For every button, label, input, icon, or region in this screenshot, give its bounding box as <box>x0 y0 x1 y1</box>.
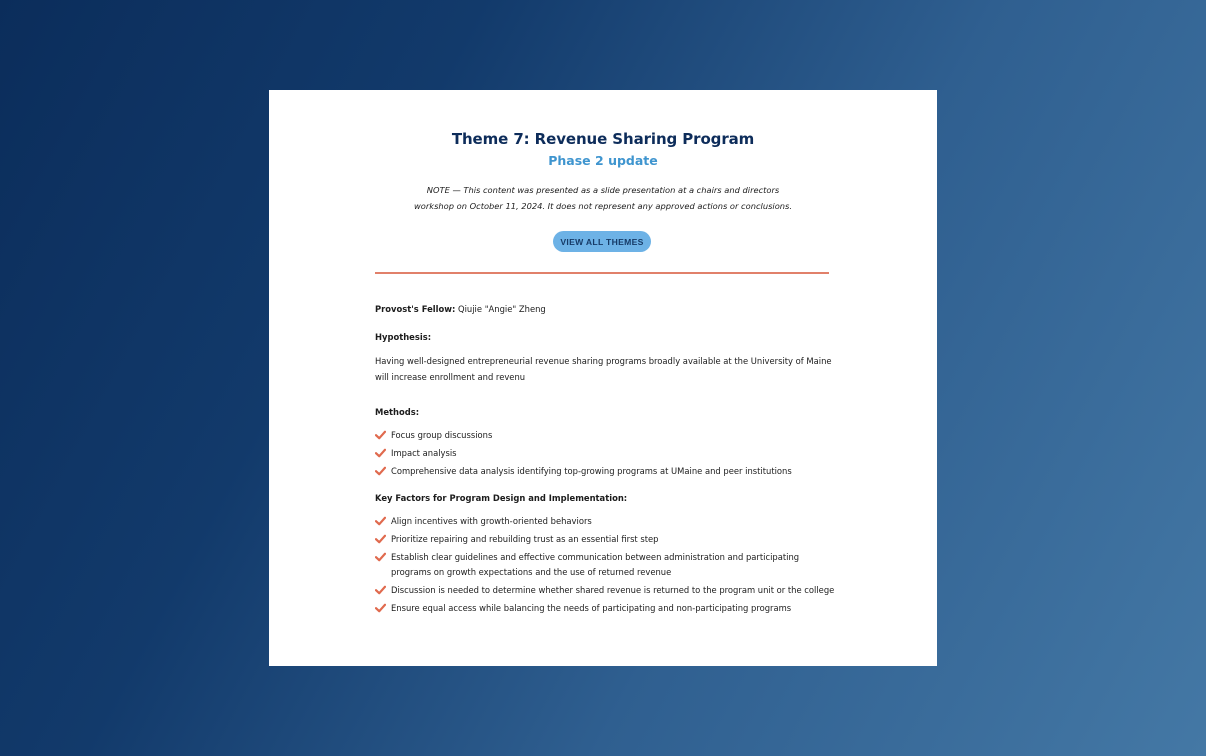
list-item <box>375 446 835 461</box>
list-item <box>375 583 835 598</box>
list-item <box>375 464 835 479</box>
content-card <box>269 90 937 666</box>
check-icon <box>375 430 386 440</box>
fellow-label: Provost's Fellow: <box>375 304 456 314</box>
provost-fellow <box>375 302 835 316</box>
view-all-themes-button[interactable]: VIEW ALL THEMES <box>553 231 651 252</box>
list-item <box>375 550 835 580</box>
hypothesis-text: Having well-designed entrepreneurial revenue sharing programs broadly available at the University of Maine will increase enrollment and revenu <box>375 356 832 382</box>
section-divider <box>375 272 829 274</box>
list-item-text: Establish clear guidelines and effective communication between administration and participating programs on growth expectations and the use of returned revenue <box>391 552 800 577</box>
list-item <box>375 601 835 616</box>
disclaimer-note <box>369 182 837 214</box>
list-item-text: Comprehensive data analysis identifying top-growing programs at UMaine and peer institutions <box>391 466 792 476</box>
list-item-text: Focus group discussions <box>391 430 493 440</box>
list-item-text: Ensure equal access while balancing the needs of participating and non-participating programs <box>391 603 792 613</box>
key-factors-list <box>375 514 835 616</box>
list-item-text: Align incentives with growth-oriented behaviors <box>391 516 592 526</box>
page-title: Theme 7: Revenue Sharing Program <box>451 130 755 148</box>
check-icon <box>375 516 386 526</box>
list-item-text: Discussion is needed to determine whether shared revenue is returned to the program unit or the college <box>391 585 835 595</box>
check-icon <box>375 552 386 562</box>
check-icon <box>375 534 386 544</box>
list-item-text: Impact analysis <box>391 448 457 458</box>
check-icon <box>375 448 386 458</box>
list-item-text: Prioritize repairing and rebuilding trust as an essential first step <box>391 534 659 544</box>
hypothesis-heading: Hypothesis: <box>375 332 432 342</box>
fellow-name: Qiujie "Angie" Zheng <box>455 304 546 314</box>
check-icon <box>375 466 386 476</box>
check-icon <box>375 603 386 613</box>
check-icon <box>375 585 386 595</box>
page-subtitle: Phase 2 update <box>548 153 658 168</box>
key-factors-heading: Key Factors for Program Design and Implementation: <box>375 493 628 503</box>
methods-heading: Methods: <box>375 407 420 417</box>
list-item <box>375 514 835 529</box>
note-line-2: workshop on October 11, 2024. It does not represent any approved actions or conclusions. <box>414 201 792 211</box>
theme-details <box>375 302 835 619</box>
list-item <box>375 532 835 547</box>
methods-list <box>375 428 835 479</box>
note-line-1: NOTE — This content was presented as a slide presentation at a chairs and directors <box>426 185 780 195</box>
list-item <box>375 428 835 443</box>
